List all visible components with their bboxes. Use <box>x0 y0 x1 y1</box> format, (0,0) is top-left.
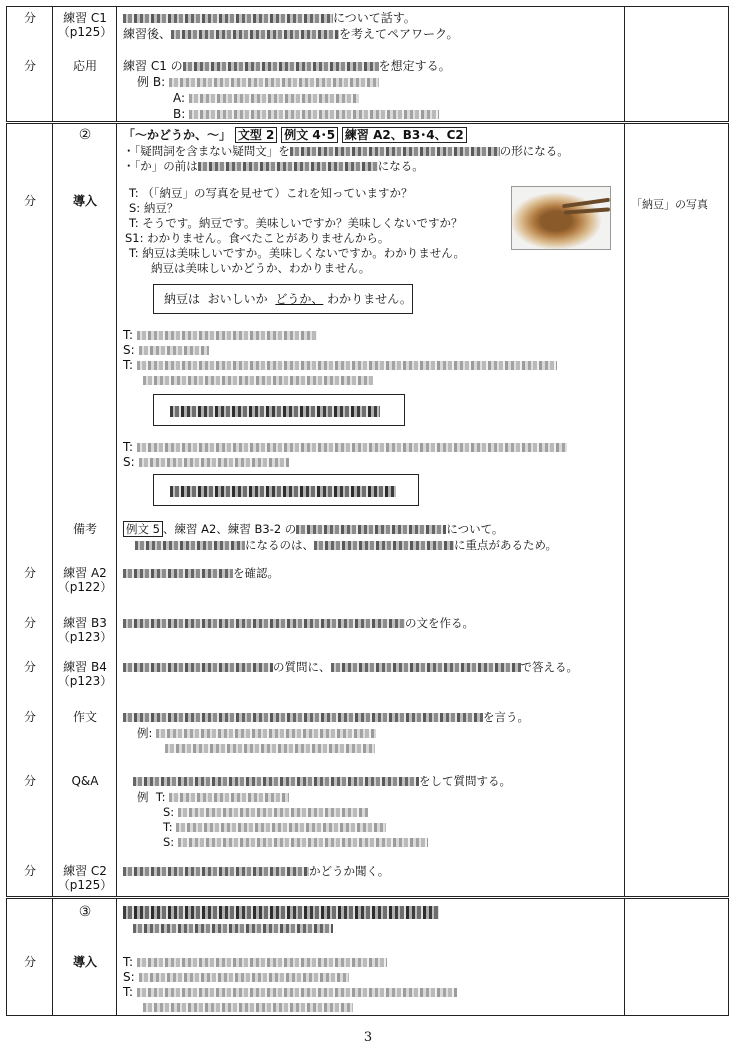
page-ref: （p125） <box>57 878 113 892</box>
note-line: ・「疑問詞を含まない疑問文」を の形になる。 <box>123 144 569 158</box>
material-note: 「納豆」の写真 <box>631 198 708 211</box>
section-number: ③ <box>78 904 92 920</box>
example-line: 例 B: <box>137 75 379 89</box>
activity-label: 練習 A2 <box>63 566 107 580</box>
composition-line: を言う。 <box>123 710 529 724</box>
text-line: 練習 C1 の を想定する。 <box>123 59 451 73</box>
dialogue-line: T: そうです。納豆です。美味しいですか？美味しくないですか？ <box>129 216 463 230</box>
practice-tag: 練習 A2、B3･4、C2 <box>342 127 467 143</box>
note-label: 備考 <box>72 522 97 536</box>
activity-label: 練習 C1 <box>63 11 107 25</box>
intro-label: 導入 <box>72 194 97 208</box>
dialogue-line <box>143 373 373 387</box>
unit-label: 分 <box>23 11 36 25</box>
note-line: になるのは、 に重点があるため。 <box>135 538 557 552</box>
example-line: A: <box>173 91 359 105</box>
unit-label: 分 <box>23 864 36 878</box>
activity-label: 練習 B4 <box>63 660 107 674</box>
unit-label: 分 <box>23 194 36 208</box>
example-line: 例: <box>137 726 376 740</box>
sentence-box <box>153 394 405 426</box>
dialogue-line: T: （「納豆」の写真を見せて）これを知っていますか？ <box>129 186 413 200</box>
grammar-heading: 「～かどうか、～」 文型 2 例文 4･5 練習 A2、B3･4、C2 <box>123 128 467 142</box>
qa-example: T: <box>163 820 386 834</box>
qa-example: S: <box>163 835 428 849</box>
dialogue-line: S: 納豆？ <box>129 201 179 215</box>
blurred-heading <box>123 905 439 919</box>
unit-label: 分 <box>23 955 36 969</box>
dialogue-line: T: 納豆は美味しいですか。美味しくないですか。わかりません。 <box>129 246 465 260</box>
key-sentence-box: 納豆は おいしいか どうか、 わかりません。 <box>153 284 413 314</box>
dialogue-line: 納豆は美味しいかどうか、わかりません。 <box>151 261 371 275</box>
dialogue-line: S: <box>123 455 289 469</box>
dialogue-line: T: <box>123 985 457 999</box>
practice-line: の質問に、 で答える。 <box>123 660 578 674</box>
dialogue-line: S1: わかりません。食べたことがありませんから。 <box>125 231 390 245</box>
qa-line: をして質問する。 <box>133 774 511 788</box>
intro-label: 導入 <box>72 955 97 969</box>
activity-label: 作文 <box>72 710 97 724</box>
activity-label: 応用 <box>72 59 97 73</box>
practice-line: を確認。 <box>123 566 279 580</box>
dialogue-line: T: <box>123 440 567 454</box>
section-2-row <box>7 123 729 898</box>
dialogue-line: S: <box>123 970 349 984</box>
page-ref: （p123） <box>57 630 113 644</box>
lesson-plan-table <box>6 6 729 1016</box>
page-ref: （p123） <box>57 674 113 688</box>
unit-label: 分 <box>23 59 36 73</box>
qa-example: S: <box>163 805 368 819</box>
dialogue-line <box>143 1000 353 1014</box>
note-line: ・「か」の前は になる。 <box>123 159 424 173</box>
page-ref: （p122） <box>57 580 113 594</box>
text-line: について話す。 <box>123 11 416 25</box>
unit-label: 分 <box>23 616 36 630</box>
text-line: 練習後、 を考えてペアワーク。 <box>123 27 459 41</box>
section-1-row <box>7 7 729 123</box>
dialogue-line: T: <box>123 955 387 969</box>
unit-label: 分 <box>23 566 36 580</box>
dialogue-line: T: <box>123 358 557 372</box>
practice-line: の文を作る。 <box>123 616 474 630</box>
practice-line: かどうか聞く。 <box>123 864 389 878</box>
chopsticks-icon <box>564 207 610 214</box>
activity-label: 練習 C2 <box>63 864 107 878</box>
note-line: 例文 5 、練習 A2、練習 B3-2 の について。 <box>123 522 503 536</box>
sentence-box <box>153 474 419 506</box>
activity-label: 練習 B3 <box>63 616 107 630</box>
page-number: 3 <box>363 1030 373 1045</box>
natto-photo <box>511 186 611 250</box>
page-ref: （p125） <box>57 25 113 39</box>
section-number: ② <box>78 127 92 143</box>
pattern-tag: 文型 2 <box>235 127 278 143</box>
chopsticks-icon <box>562 198 610 209</box>
unit-label: 分 <box>23 710 36 724</box>
qa-example: 例 T: <box>137 790 289 804</box>
dialogue-line: T: <box>123 328 317 342</box>
dialogue-line: S: <box>123 343 209 357</box>
unit-label: 分 <box>23 660 36 674</box>
example-tag: 例文 4･5 <box>281 127 338 143</box>
section-3-row <box>7 898 729 1016</box>
blurred-line <box>133 921 333 935</box>
example-line: B: <box>173 107 439 121</box>
unit-label: 分 <box>23 774 36 788</box>
activity-label: Q&A <box>71 774 99 788</box>
example-line <box>165 741 375 755</box>
